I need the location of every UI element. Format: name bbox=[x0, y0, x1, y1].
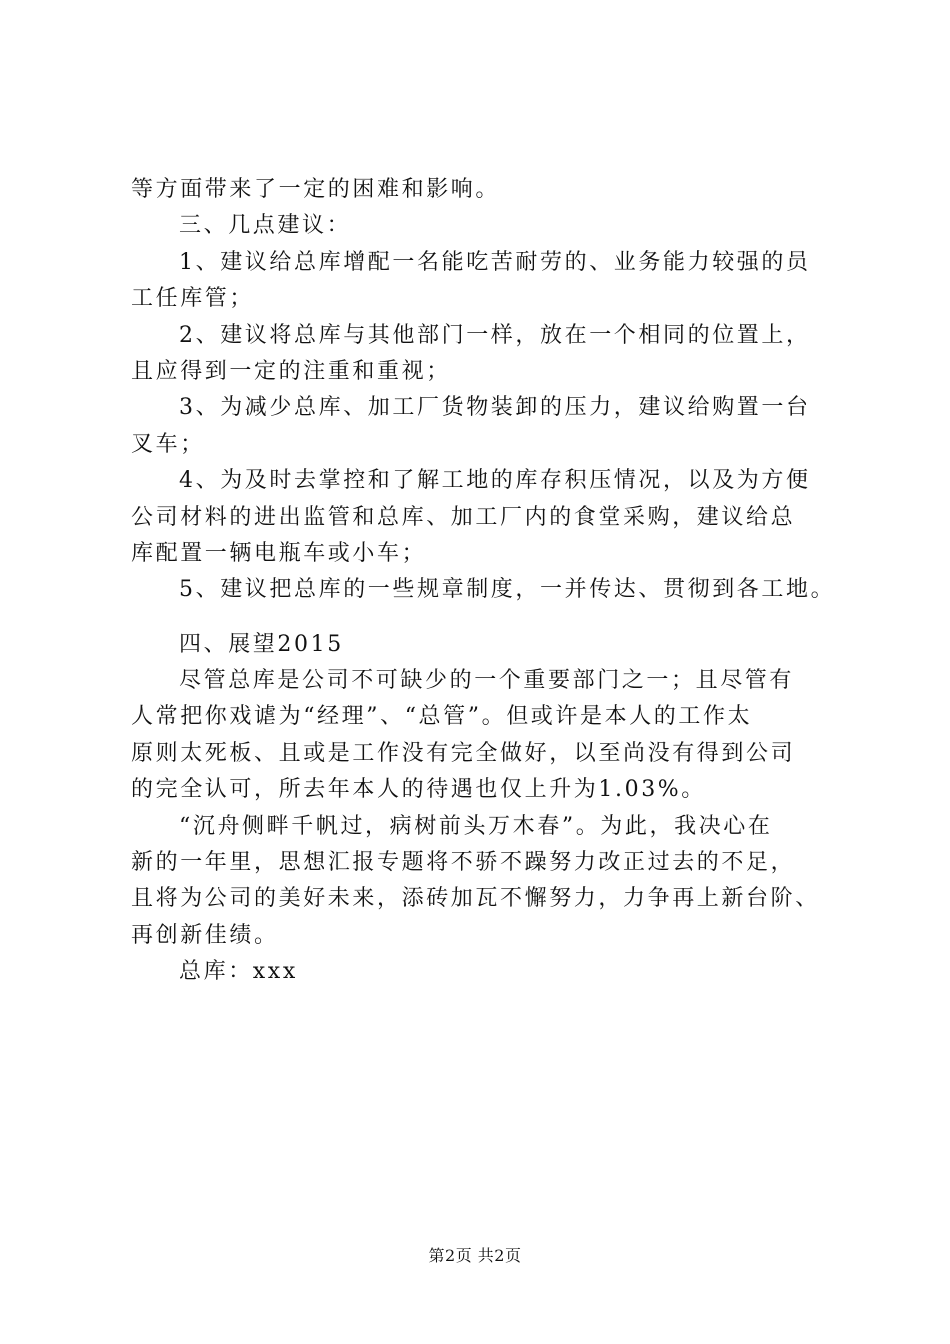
outlook-paragraph-1-line-2: 人常把你戏谑为“经理”、“总管”。但或许是本人的工作太 bbox=[131, 704, 753, 730]
suggestion-2: 2、建议将总库与其他部门一样，放在一个相同的位置上， bbox=[179, 322, 811, 348]
outlook-paragraph-2-line-3: 且将为公司的美好未来，添砖加瓦不懈努力，力争再上新台阶、 bbox=[131, 886, 820, 912]
outlook-paragraph-2: “沉舟侧畔千帆过，病树前头万木春”。为此，我决心在 bbox=[179, 813, 773, 839]
document-body bbox=[131, 172, 851, 991]
suggestion-1: 1、建议给总库增配一名能吃苦耐劳的、业务能力较强的员 bbox=[179, 249, 811, 275]
suggestion-3: 3、为减少总库、加工厂货物装卸的压力，建议给购置一台 bbox=[179, 395, 811, 421]
suggestion-5: 5、建议把总库的一些规章制度，一并传达、贯彻到各工地。 bbox=[179, 577, 836, 603]
suggestion-2-continued: 且应得到一定的注重和重视； bbox=[131, 358, 451, 384]
outlook-paragraph-1-line-4: 的完全认可，所去年本人的待遇也仅上升为1.03%。 bbox=[131, 777, 706, 803]
outlook-paragraph-2-line-2: 新的一年里，思想汇报专题将不骄不躁努力改正过去的不足， bbox=[131, 850, 796, 876]
suggestion-1-continued: 工任库管； bbox=[131, 286, 255, 312]
section-heading-suggestions: 三、几点建议： bbox=[179, 213, 352, 239]
suggestion-4-continued-2: 库配置一辆电瓶车或小车； bbox=[131, 540, 427, 566]
suggestion-3-continued: 叉车； bbox=[131, 431, 205, 457]
outlook-paragraph-1: 尽管总库是公司不可缺少的一个重要部门之一；且尽管有 bbox=[179, 668, 795, 694]
section-heading-outlook: 四、展望2015 bbox=[179, 631, 344, 657]
suggestion-4: 4、为及时去掌控和了解工地的库存积压情况，以及为方便 bbox=[179, 468, 811, 494]
outlook-paragraph-2-line-4: 再创新佳绩。 bbox=[131, 922, 279, 948]
outlook-paragraph-1-line-3: 原则太死板、且或是工作没有完全做好，以至尚没有得到公司 bbox=[131, 740, 796, 766]
page-number-footer: 第2页 共2页 bbox=[428, 1246, 522, 1265]
signature-line: 总库：xxx bbox=[179, 959, 298, 985]
suggestion-4-continued: 公司材料的进出监管和总库、加工厂内的食堂采购，建议给总 bbox=[131, 504, 796, 530]
paragraph-gap bbox=[131, 609, 851, 627]
paragraph-line: 等方面带来了一定的困难和影响。 bbox=[131, 177, 501, 202]
